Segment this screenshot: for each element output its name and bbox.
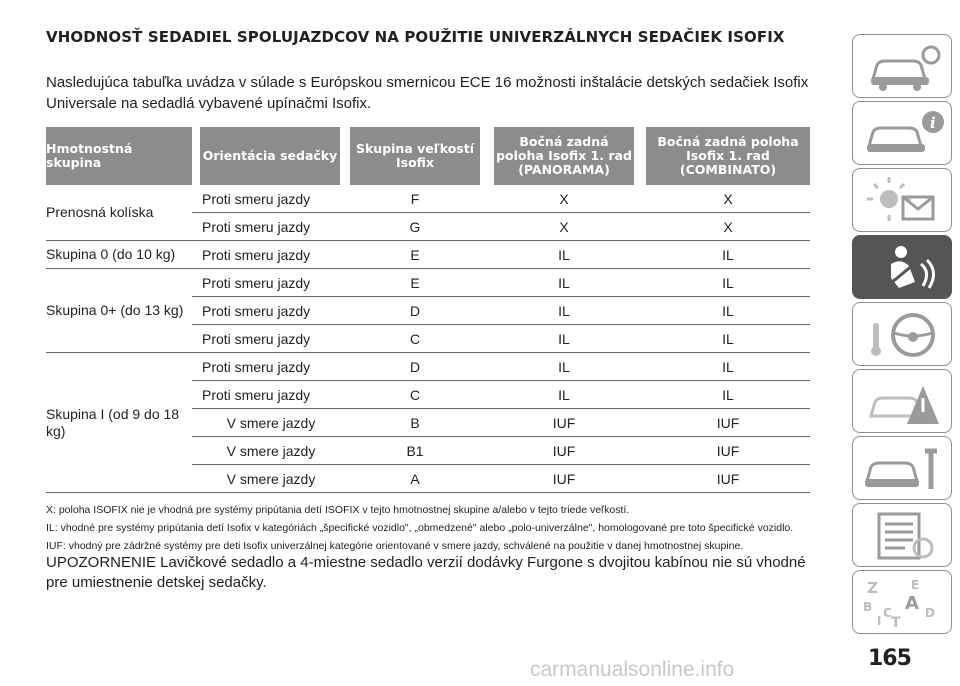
- svg-text:T: T: [891, 615, 901, 629]
- cell-gap: [634, 297, 646, 325]
- orientation-cell: Proti smeru jazdy: [200, 381, 340, 409]
- size-group-cell: C: [350, 381, 480, 409]
- panorama-cell: IL: [494, 381, 634, 409]
- weight-group-cell: Skupina I (od 9 do 18 kg): [46, 353, 192, 493]
- cell-gap: [340, 269, 350, 297]
- warning-note: UPOZORNENIE Lavičkové sedadlo a 4-miestne sedadlo verzií dodávky Furgone s dvojitou kabínou nie sú vhodné pre umiestnenie detskej sedačky.: [46, 554, 806, 591]
- alphabetical-index-icon: [861, 577, 945, 629]
- svg-text:C: C: [883, 606, 892, 620]
- cell-gap: [634, 353, 646, 381]
- combinato-cell: IL: [646, 353, 810, 381]
- combinato-cell: IL: [646, 381, 810, 409]
- tab-specifications[interactable]: [852, 503, 952, 567]
- cell-gap: [480, 297, 494, 325]
- panorama-cell: IL: [494, 353, 634, 381]
- combinato-cell: IL: [646, 269, 810, 297]
- cell-gap: [480, 213, 494, 241]
- size-group-cell: B: [350, 409, 480, 437]
- table-row: [46, 185, 810, 213]
- specifications-icon: [861, 510, 945, 562]
- combinato-cell: X: [646, 213, 810, 241]
- tab-service[interactable]: [852, 436, 952, 500]
- cell-gap: [340, 325, 350, 353]
- tab-car-info[interactable]: [852, 101, 952, 165]
- cell-gap: [340, 465, 350, 493]
- weight-group-cell: Prenosná kolíska: [46, 185, 192, 241]
- cell-gap: [340, 381, 350, 409]
- table-row: [46, 353, 810, 381]
- cell-gap: [480, 381, 494, 409]
- tab-dashboard[interactable]: [852, 34, 952, 98]
- warning-lights-icon: [861, 175, 945, 227]
- cell-gap: [480, 437, 494, 465]
- tab-warning-lights[interactable]: [852, 168, 952, 232]
- cell-gap: [192, 185, 200, 213]
- orientation-cell: Proti smeru jazdy: [200, 297, 340, 325]
- page-number: 165: [868, 646, 911, 671]
- orientation-cell: Proti smeru jazdy: [200, 353, 340, 381]
- weight-group-cell: Skupina 0+ (do 13 kg): [46, 269, 192, 353]
- car-info-icon: [861, 108, 945, 160]
- panorama-cell: IUF: [494, 437, 634, 465]
- svg-text:D: D: [925, 606, 935, 620]
- cell-gap: [480, 185, 494, 213]
- orientation-cell: Proti smeru jazdy: [200, 269, 340, 297]
- panorama-cell: X: [494, 213, 634, 241]
- intro-paragraph: Nasledujúca tabuľka uvádza v súlade s Európskou smernicou ECE 16 možnosti inštalácie detských sedačiek Isofix Universale na sedadlá vybavené upínačmi Isofix.: [46, 74, 809, 112]
- cell-gap: [340, 213, 350, 241]
- cell-gap: [634, 381, 646, 409]
- watermark: carmanualsonline.info: [530, 658, 735, 681]
- cell-gap: [340, 409, 350, 437]
- size-group-cell: D: [350, 353, 480, 381]
- cell-gap: [192, 381, 200, 409]
- orientation-cell: V smere jazdy: [200, 409, 340, 437]
- header-size-group: Skupina veľkostí Isofix: [350, 127, 480, 185]
- panorama-cell: IUF: [494, 409, 634, 437]
- car-service-icon: [861, 443, 945, 495]
- combinato-cell: IL: [646, 241, 810, 269]
- combinato-cell: IUF: [646, 465, 810, 493]
- cell-gap: [192, 409, 200, 437]
- svg-text:A: A: [905, 593, 919, 614]
- table-row: [46, 241, 810, 269]
- panorama-cell: IL: [494, 325, 634, 353]
- cell-gap: [192, 213, 200, 241]
- tab-emergency[interactable]: [852, 369, 952, 433]
- cell-gap: [340, 353, 350, 381]
- svg-text:Z: Z: [867, 579, 878, 597]
- footnote-il: IL: vhodné pre systémy pripútania detí Isofix v kategóriách „špecifické vozidlo", „obmedzené" alebo „polo-univerzálne", homologované pre toto špecifické vozidlo.: [46, 522, 794, 534]
- panorama-cell: X: [494, 185, 634, 213]
- table-body: [46, 185, 810, 493]
- cell-gap: [192, 465, 200, 493]
- orientation-cell: Proti smeru jazdy: [200, 325, 340, 353]
- footnote-iuf: IUF: vhodný pre zádržné systémy pre deti Isofix univerzálnej kategórie orientované v smere jazdy, schválené na použitie v danej hmotnostnej skupine.: [46, 540, 744, 552]
- page-title: VHODNOSŤ SEDADIEL SPOLUJAZDCOV NA POUŽITIE UNIVERZÁLNYCH SEDAČIEK ISOFIX: [46, 28, 785, 46]
- combinato-cell: IL: [646, 325, 810, 353]
- svg-text:I: I: [877, 614, 882, 628]
- header-combinato: Bočná zadná poloha Isofix 1. rad (COMBINATO): [646, 127, 810, 185]
- cell-gap: [480, 409, 494, 437]
- cell-gap: [480, 325, 494, 353]
- footnotes: [46, 501, 836, 555]
- cell-gap: [480, 269, 494, 297]
- orientation-cell: Proti smeru jazdy: [200, 213, 340, 241]
- panorama-cell: IL: [494, 241, 634, 269]
- emergency-triangle-icon: [861, 376, 945, 428]
- cell-gap: [192, 325, 200, 353]
- cell-gap: [340, 437, 350, 465]
- combinato-cell: X: [646, 185, 810, 213]
- cell-gap: [480, 241, 494, 269]
- cell-gap: [634, 437, 646, 465]
- combinato-cell: IUF: [646, 409, 810, 437]
- cell-gap: [192, 437, 200, 465]
- cell-gap: [192, 353, 200, 381]
- panorama-cell: IL: [494, 269, 634, 297]
- size-group-cell: F: [350, 185, 480, 213]
- svg-text:E: E: [911, 578, 920, 592]
- weight-group-cell: Skupina 0 (do 10 kg): [46, 241, 192, 269]
- seat-safety-icon: [861, 242, 945, 294]
- cell-gap: [480, 465, 494, 493]
- cell-gap: [340, 241, 350, 269]
- size-group-cell: E: [350, 241, 480, 269]
- cell-gap: [192, 297, 200, 325]
- car-dashboard-icon: [861, 41, 945, 93]
- cell-gap: [480, 353, 494, 381]
- table-row: [46, 269, 810, 297]
- steering-wheel-icon: [861, 309, 945, 361]
- tab-seat-safety[interactable]: [852, 235, 952, 299]
- size-group-cell: E: [350, 269, 480, 297]
- orientation-cell: Proti smeru jazdy: [200, 241, 340, 269]
- cell-gap: [634, 465, 646, 493]
- tab-index[interactable]: [852, 570, 952, 634]
- cell-gap: [634, 185, 646, 213]
- svg-text:i: i: [930, 114, 936, 132]
- orientation-cell: V smere jazdy: [200, 437, 340, 465]
- size-group-cell: A: [350, 465, 480, 493]
- size-group-cell: C: [350, 325, 480, 353]
- isofix-suitability-table: [46, 127, 810, 493]
- cell-gap: [192, 269, 200, 297]
- cell-gap: [340, 185, 350, 213]
- header-panorama: Bočná zadná poloha Isofix 1. rad (PANORAMA): [494, 127, 634, 185]
- orientation-cell: V smere jazdy: [200, 465, 340, 493]
- table-header-row: [46, 127, 810, 185]
- panorama-cell: IUF: [494, 465, 634, 493]
- cell-gap: [634, 269, 646, 297]
- footnote-x: X: poloha ISOFIX nie je vhodná pre systémy pripútania detí ISOFIX v tejto hmotnostnej skupine a/alebo v tejto triede veľkostí.: [46, 504, 630, 516]
- size-group-cell: D: [350, 297, 480, 325]
- cell-gap: [340, 297, 350, 325]
- tab-driving[interactable]: [852, 302, 952, 366]
- combinato-cell: IL: [646, 297, 810, 325]
- cell-gap: [634, 213, 646, 241]
- header-weight-group: Hmotnostná skupina: [46, 127, 192, 185]
- size-group-cell: G: [350, 213, 480, 241]
- cell-gap: [192, 241, 200, 269]
- cell-gap: [634, 241, 646, 269]
- header-orientation: Orientácia sedačky: [200, 127, 340, 185]
- size-group-cell: B1: [350, 437, 480, 465]
- svg-text:B: B: [863, 600, 873, 614]
- orientation-cell: Proti smeru jazdy: [200, 185, 340, 213]
- cell-gap: [634, 409, 646, 437]
- panorama-cell: IL: [494, 297, 634, 325]
- combinato-cell: IUF: [646, 437, 810, 465]
- cell-gap: [634, 325, 646, 353]
